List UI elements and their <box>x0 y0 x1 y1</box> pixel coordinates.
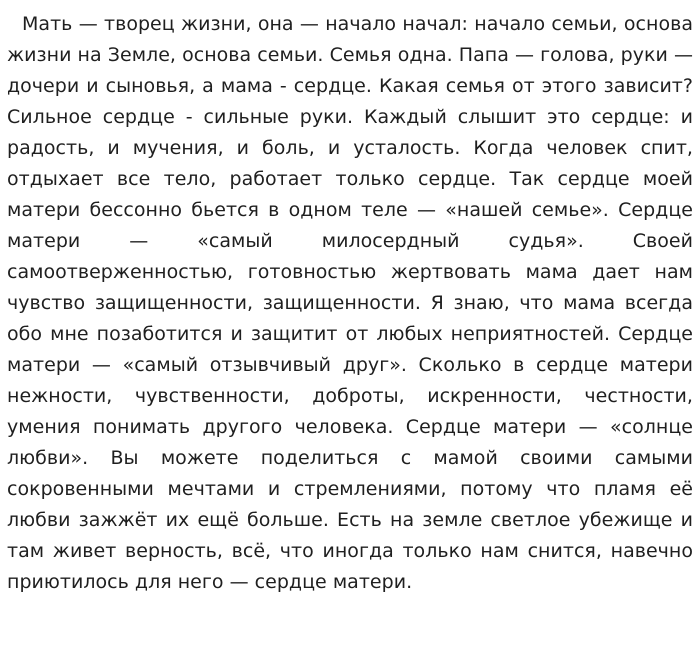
essay-paragraph: Мать — творец жизни, она — начало начал: начало семьи, основа жизни на Земле, основа семьи. Семья одна. Папа — голова, руки — дочери и сыновья, а мама - сердце. Какая семья от этого зависит? Сильное сердце - сильные руки. Каждый слышит это сердце: и радость, и мучения, и боль, и усталость. Когда человек спит, отдыхает все тело, работает только сердце. Так сердце моей матери бессонно бьется в одном теле — «нашей семье». Сердце матери — «самый милосердный судья». Своей самоотверженностью, готовностью жертвовать мама дает нам чувство защищенности, защищенности. Я знаю, что мама всегда обо мне позаботится и защитит от любых неприятностей. Сердце матери — «самый отзывчивый друг». Сколько в сердце матери нежности, чувственности, доброты, искренности, честности, умения понимать другого человека. Сердце матери — «солнце любви». Вы можете поделиться с мамой своими самыми сокровенными мечтами и стремлениями, потому что пламя её любви зажжёт их ещё больше. Есть на земле светлое убежище и там живет верность, всё, что иногда только нам снится, навечно приютилось для него — сердце матери. <box>7 13 693 593</box>
